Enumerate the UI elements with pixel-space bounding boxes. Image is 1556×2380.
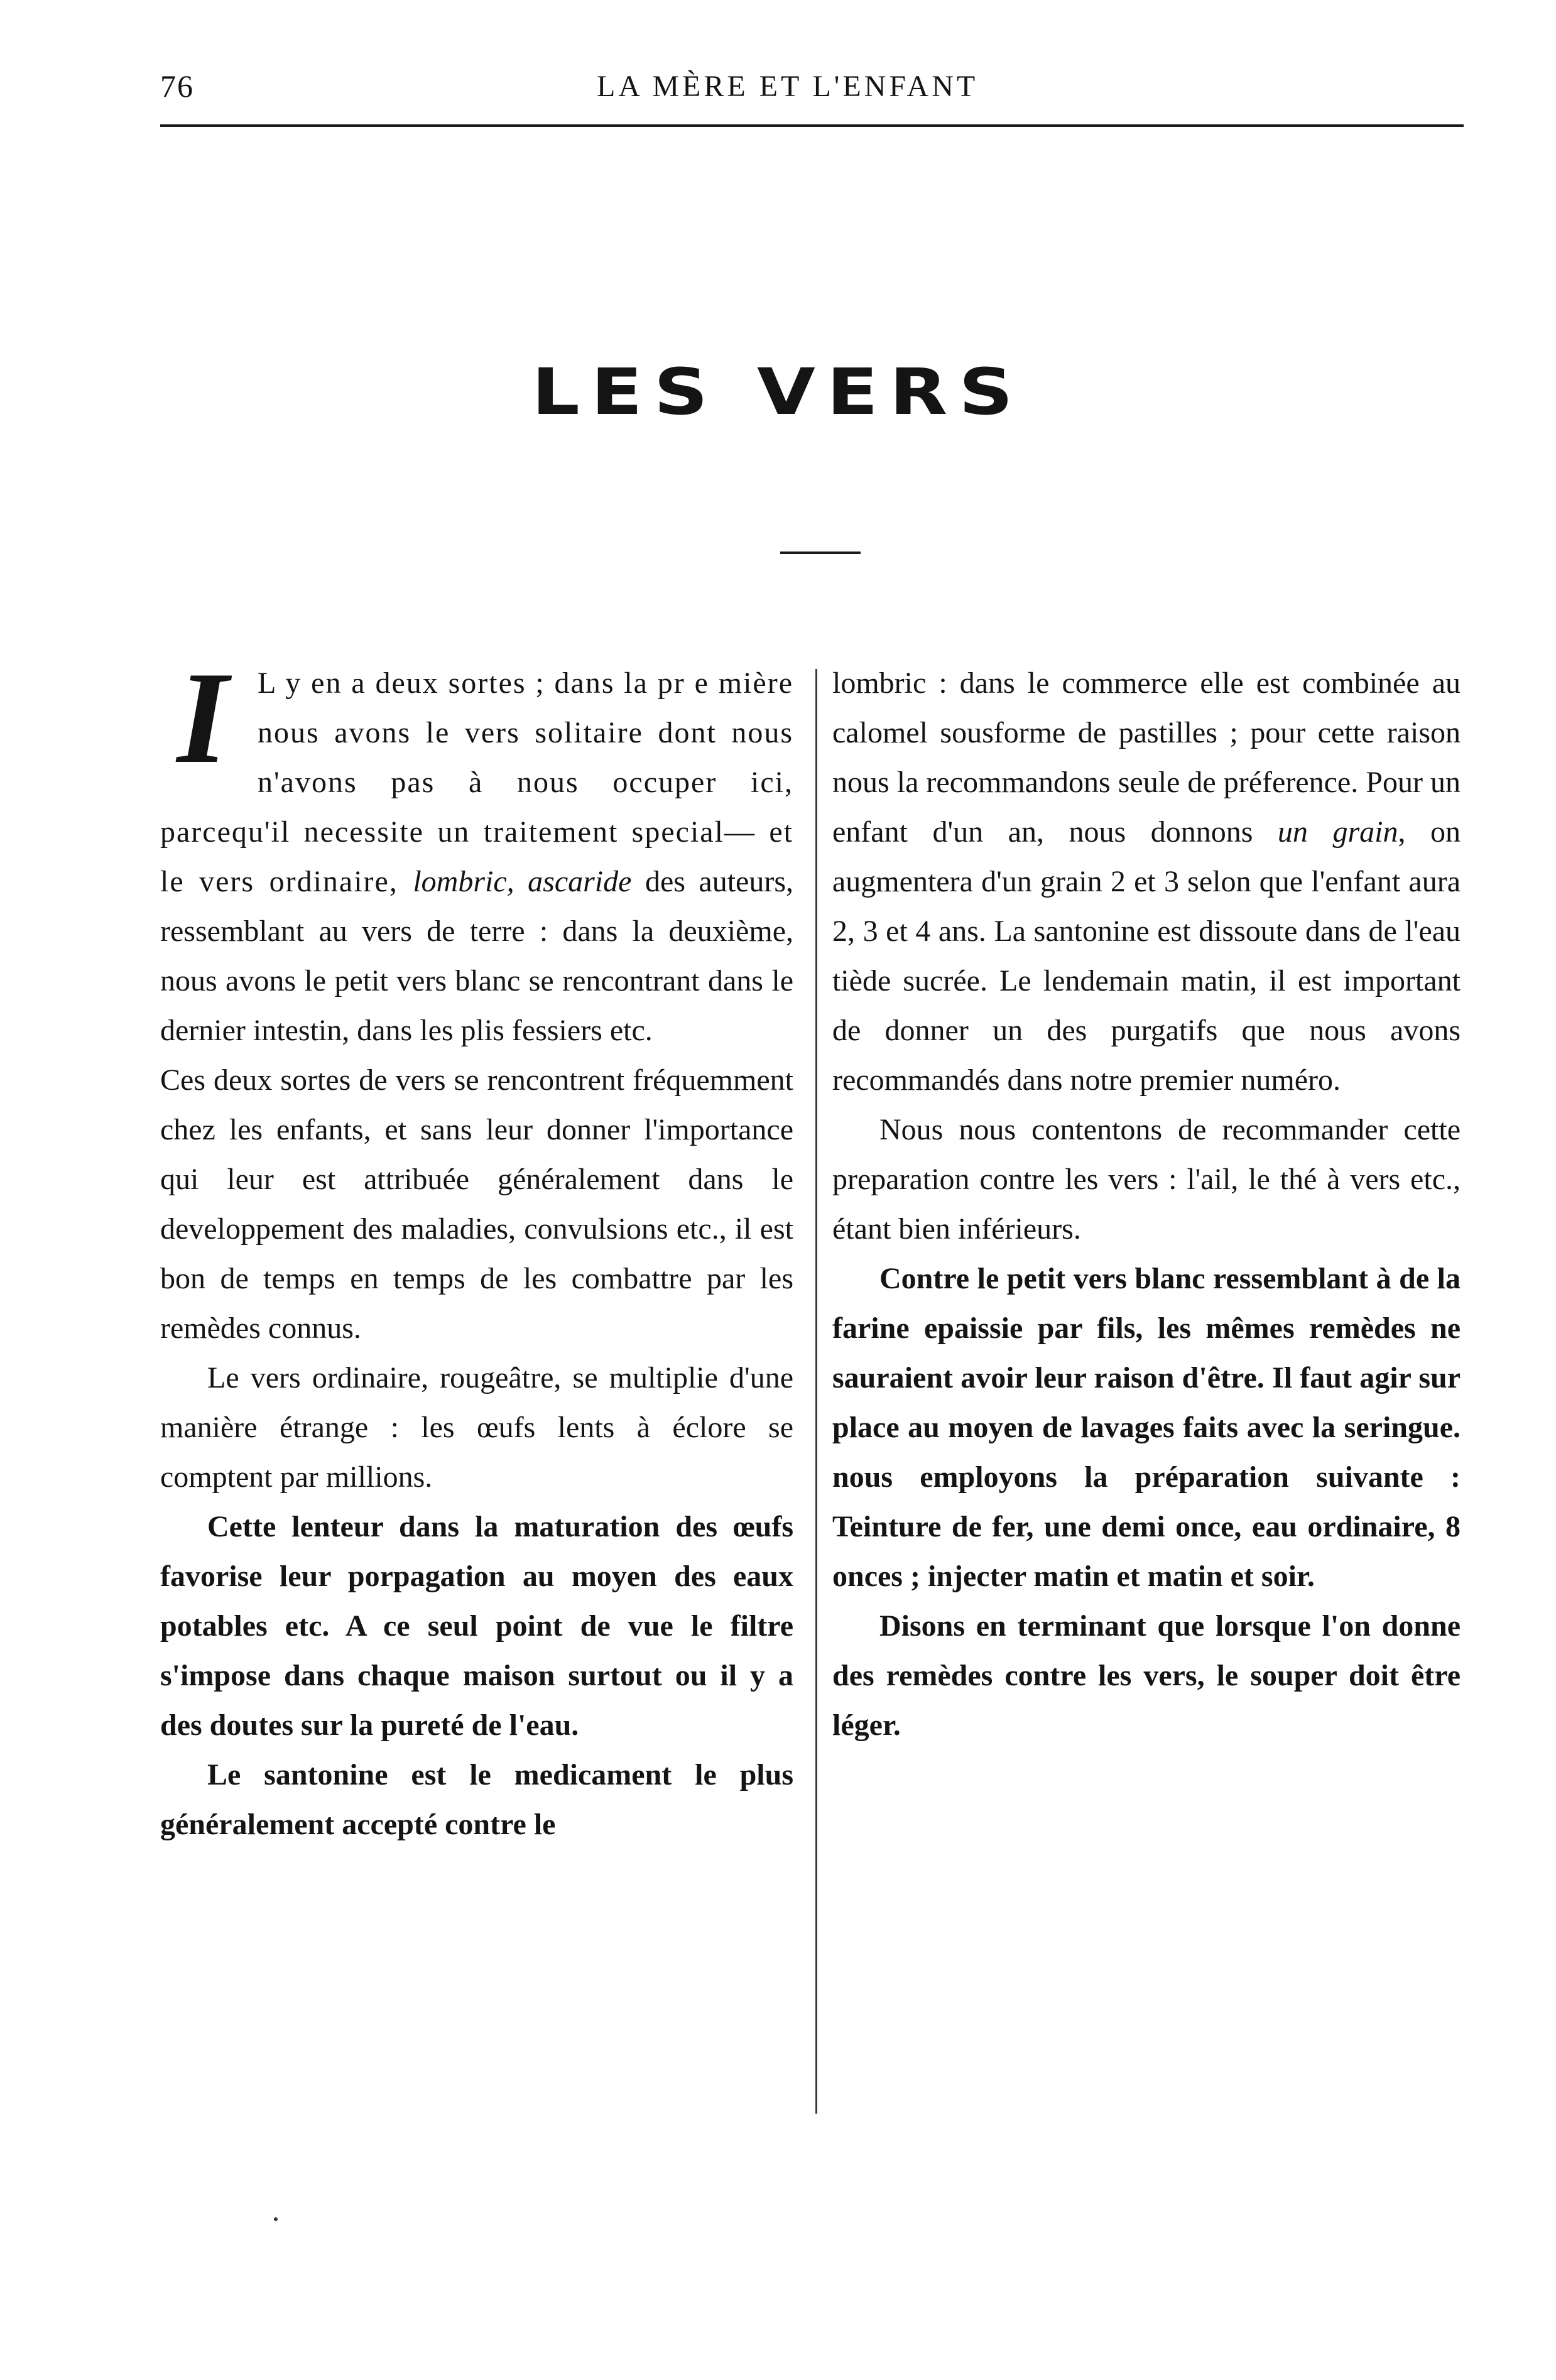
paragraph-2: Ces deux sortes de vers se rencontrent fréquemment chez les enfants, et sans leur donner l'importance qui leur est attribuée généralement dans le developpement des maladies, convulsions etc., il est bon de temps en temps de les combattre par les remèdes connus. — [160, 1063, 793, 1345]
column-divider — [815, 669, 817, 2114]
drop-cap: I — [177, 645, 229, 791]
paragraph-1-italic: lombric, ascaride — [413, 865, 632, 898]
left-column — [160, 645, 794, 1849]
paragraph-1-text: L y en a deux sortes ; dans la pr e mière nous avons le vers solitaire dont nous n'avons pas à nous occuper ici, parcequ'il necessite un traitement special— et le vers ordinaire, — [160, 666, 793, 898]
title-rule — [780, 552, 861, 554]
paragraph-6-italic: un grain — [1277, 815, 1398, 849]
paragraph-5: Le santonine est le medicament le plus généralement accepté contre le — [160, 1758, 793, 1841]
page-number: 76 — [160, 68, 194, 104]
paragraph-3: Le vers ordinaire, rougeâtre, se multiplie d'une manière étrange : les œufs lents à éclore se comptent par millions. — [160, 1361, 793, 1494]
article-title: LES VERS — [531, 355, 1025, 430]
paragraph-1-rest: des auteurs, ressemblant au vers de terre : dans la deuxième, nous avons le petit vers blanc se rencontrant dans le dernier intestin, dans les plis fessiers etc. — [160, 865, 794, 1047]
paragraph-6-text: lombric : dans le commerce elle est combinée au calomel sousforme de pastilles ; pour cette raison nous la recommandons seule de préference. Pour un enfant d'un an, nous donnons — [832, 666, 1461, 849]
paragraph-7: Nous nous contentons de recommander cette preparation contre les vers : l'ail, le thé à vers etc., étant bien inférieurs. — [832, 1113, 1461, 1246]
header-rule — [160, 124, 1464, 127]
paragraph-6 — [832, 658, 1461, 1105]
running-title: LA MÈRE ET L'ENFANT — [597, 70, 979, 103]
paragraph-1 — [160, 645, 794, 1055]
ink-speck — [274, 2217, 278, 2221]
right-column — [832, 658, 1461, 1750]
paragraph-4: Cette lenteur dans la maturation des œufs favorise leur porpagation au moyen des eaux potables etc. A ce seul point de vue le filtre s'impose dans chaque maison surtout ou il y a des doutes sur la pureté de l'eau. — [160, 1510, 793, 1742]
paragraph-9: Disons en terminant que lorsque l'on donne des remèdes contre les vers, le souper doit être léger. — [832, 1609, 1461, 1742]
paragraph-6-rest: , on augmentera d'un grain 2 et 3 selon que l'enfant aura 2, 3 et 4 ans. La santonine est dissoute dans de l'eau tiède sucrée. Le lendemain matin, il est important de donner un des purgatifs que nous avons recommandés dans notre premier numéro. — [832, 815, 1461, 1097]
paragraph-8: Contre le petit vers blanc ressemblant à de la farine epaissie par fils, les mêmes remèdes ne sauraient avoir leur raison d'être. Il faut agir sur place au moyen de lavages faits avec la seringue. nous employons la préparation suivante : Teinture de fer, une demi once, eau ordinaire, 8 onces ; injecter matin et matin et soir. — [832, 1262, 1461, 1593]
